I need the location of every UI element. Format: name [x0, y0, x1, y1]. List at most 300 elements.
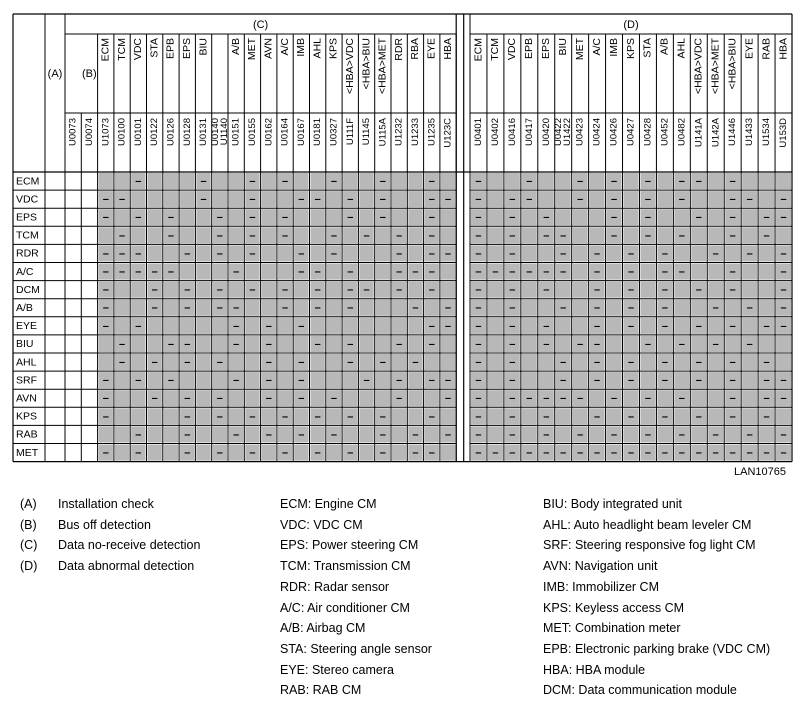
- d-cell-dash: –: [627, 284, 635, 297]
- d-cell-dash: –: [763, 356, 770, 369]
- c-cell-shaded: [148, 227, 162, 243]
- d-cell-dash: –: [543, 428, 550, 441]
- c-cell-shaded: [425, 300, 439, 316]
- d-cell-dash: –: [763, 320, 770, 333]
- c-cell-shaded: [213, 426, 227, 442]
- c-cell-shaded: [327, 209, 341, 225]
- c-cell-dash: –: [135, 374, 142, 387]
- c-cell-shaded: [262, 173, 276, 189]
- c-cell-dash: –: [216, 284, 223, 297]
- d-cell-dash: –: [475, 320, 482, 333]
- d-cell-dash: –: [543, 211, 550, 224]
- d-dtc-code: U0420: [540, 118, 552, 146]
- d-cell-shaded: [488, 408, 503, 424]
- c-cell-shaded: [343, 372, 357, 388]
- c-cell-shaded: [229, 209, 243, 225]
- c-cell-shaded: [327, 445, 341, 461]
- c-cell-dash: –: [118, 229, 126, 242]
- c-cell-shaded: [359, 300, 373, 316]
- c-cell-shaded: [131, 191, 145, 207]
- c-cell-shaded: [278, 318, 292, 334]
- d-cell-shaded: [505, 173, 520, 189]
- c-cell-dash: –: [135, 265, 142, 278]
- c-cell-dash: –: [412, 356, 419, 369]
- d-cell-shaded: [488, 300, 503, 316]
- c-cell-shaded: [196, 354, 210, 370]
- d-cell-shaded: [708, 390, 723, 406]
- legend-columns: [20, 494, 200, 577]
- c-cell-shaded: [196, 390, 210, 406]
- d-cell-dash: –: [746, 193, 753, 206]
- d-cell-dash: –: [492, 265, 499, 278]
- d-cell-shaded: [691, 390, 706, 406]
- d-cell-shaded: [624, 426, 639, 442]
- c-cell-dash: –: [216, 356, 223, 369]
- c-cell-shaded: [327, 408, 341, 424]
- c-dtc-code: U0074: [83, 118, 95, 146]
- d-cell-dash: –: [475, 302, 482, 315]
- legend-item: [20, 535, 200, 556]
- c-cell-shaded: [425, 354, 439, 370]
- c-cell-dash: –: [347, 410, 354, 423]
- d-cell-shaded: [522, 336, 537, 352]
- c-cell-dash: –: [428, 284, 435, 297]
- d-cell-dash: –: [780, 374, 787, 387]
- c-cell-shaded: [164, 426, 178, 442]
- c-cell-shaded: [180, 173, 194, 189]
- c-cell-shaded: [359, 173, 373, 189]
- c-cell-dash: –: [249, 211, 256, 224]
- c-cell-dash: –: [184, 428, 191, 441]
- c-dtc-code: U1145: [361, 118, 373, 146]
- c-cell-dash: –: [281, 410, 289, 423]
- c-cell-shaded: [196, 245, 210, 261]
- c-cell-shaded: [245, 264, 259, 280]
- c-cell-shaded: [148, 245, 162, 261]
- d-cell-shaded: [573, 264, 588, 280]
- c-dtc-code: U111F: [344, 118, 356, 146]
- d-cell-shaded: [691, 227, 706, 243]
- c-module-label: RDR: [392, 38, 405, 61]
- d-cell-dash: –: [746, 338, 753, 351]
- d-cell-dash: –: [594, 446, 601, 459]
- d-cell-shaded: [674, 245, 689, 261]
- c-cell-dash: –: [184, 284, 191, 297]
- d-cell-shaded: [522, 245, 537, 261]
- c-cell-shaded: [294, 209, 308, 225]
- c-cell-shaded: [180, 264, 194, 280]
- c-cell-dash: –: [347, 284, 354, 297]
- c-cell-dash: –: [298, 193, 305, 206]
- d-module-label: KPS: [624, 38, 637, 60]
- c-cell-shaded: [376, 264, 390, 280]
- c-cell-dash: –: [102, 193, 109, 206]
- c-cell-shaded: [180, 227, 194, 243]
- c-cell-shaded: [425, 390, 439, 406]
- c-cell-shaded: [294, 336, 308, 352]
- c-cell-dash: –: [233, 428, 240, 441]
- c-cell-dash: –: [118, 338, 126, 351]
- d-cell-shaded: [556, 282, 571, 298]
- d-dtc-code: U1433: [744, 118, 756, 146]
- c-cell-dash: –: [151, 302, 158, 315]
- d-cell-dash: –: [577, 175, 584, 188]
- d-cell-dash: –: [475, 428, 482, 441]
- c-cell-shaded: [196, 408, 210, 424]
- d-cell-shaded: [556, 191, 571, 207]
- d-cell-dash: –: [780, 193, 787, 206]
- c-module-label: EPB: [164, 38, 177, 60]
- d-cell-shaded: [640, 300, 655, 316]
- c-cell-dash: –: [444, 392, 452, 405]
- d-cell-dash: –: [729, 320, 736, 333]
- d-cell-dash: –: [594, 284, 601, 297]
- c-cell-dash: –: [347, 338, 354, 351]
- c-cell-dash: –: [233, 374, 240, 387]
- d-cell-shaded: [742, 390, 757, 406]
- legend-item: [20, 494, 200, 515]
- c-cell-shaded: [311, 245, 325, 261]
- c-cell-dash: –: [167, 338, 175, 351]
- c-cell-shaded: [311, 318, 325, 334]
- c-cell-shaded: [196, 318, 210, 334]
- c-cell-dash: –: [298, 265, 305, 278]
- c-cell-dash: –: [428, 338, 435, 351]
- c-cell-shaded: [245, 336, 259, 352]
- c-cell-shaded: [327, 318, 341, 334]
- d-cell-shaded: [590, 227, 605, 243]
- legend-key: (B): [20, 517, 37, 532]
- d-cell-dash: –: [543, 410, 550, 423]
- row-label-vdc: VDC: [16, 193, 39, 206]
- d-cell-shaded: [725, 426, 740, 442]
- c-cell-shaded: [343, 318, 357, 334]
- c-cell-shaded: [196, 282, 210, 298]
- c-cell-shaded: [229, 390, 243, 406]
- c-cell-dash: –: [135, 247, 142, 260]
- d-cell-dash: –: [594, 356, 601, 369]
- d-cell-dash: –: [661, 410, 668, 423]
- d-cell-dash: –: [475, 338, 482, 351]
- c-cell-shaded: [99, 173, 113, 189]
- d-cell-dash: –: [763, 392, 770, 405]
- d-cell-dash: –: [560, 247, 567, 260]
- c-cell-shaded: [180, 318, 194, 334]
- d-cell-shaded: [674, 282, 689, 298]
- d-cell-dash: –: [661, 247, 668, 260]
- c-cell-shaded: [408, 173, 422, 189]
- c-cell-shaded: [180, 209, 194, 225]
- c-dtc-code: U0181: [312, 118, 324, 146]
- c-cell-shaded: [245, 390, 259, 406]
- c-cell-shaded: [359, 336, 373, 352]
- c-cell-shaded: [115, 209, 129, 225]
- d-cell-dash: –: [678, 338, 685, 351]
- d-cell-shaded: [691, 245, 706, 261]
- c-cell-dash: –: [249, 284, 256, 297]
- d-cell-dash: –: [610, 193, 618, 206]
- c-cell-dash: –: [184, 338, 191, 351]
- c-cell-dash: –: [216, 410, 223, 423]
- c-cell-dash: –: [347, 356, 354, 369]
- c-cell-dash: –: [428, 193, 435, 206]
- d-cell-shaded: [674, 209, 689, 225]
- c-cell-shaded: [408, 390, 422, 406]
- d-cell-shaded: [759, 300, 774, 316]
- c-cell-shaded: [278, 245, 292, 261]
- legend-abbreviation: AVN: Navigation unit: [543, 559, 658, 574]
- d-cell-dash: –: [594, 410, 601, 423]
- legend-item: [20, 515, 200, 536]
- c-cell-shaded: [115, 300, 129, 316]
- c-cell-shaded: [327, 300, 341, 316]
- d-cell-shaded: [573, 408, 588, 424]
- c-cell-dash: –: [314, 284, 321, 297]
- legend-abbreviation: DCM: Data communication module: [543, 683, 737, 698]
- d-cell-shaded: [640, 354, 655, 370]
- c-cell-shaded: [262, 408, 276, 424]
- d-cell-dash: –: [780, 211, 787, 224]
- c-cell-shaded: [343, 390, 357, 406]
- c-cell-dash: –: [249, 410, 256, 423]
- d-cell-shaded: [573, 354, 588, 370]
- d-cell-shaded: [488, 173, 503, 189]
- d-cell-dash: –: [729, 410, 736, 423]
- c-cell-dash: –: [428, 175, 435, 188]
- c-cell-shaded: [180, 191, 194, 207]
- c-cell-shaded: [164, 390, 178, 406]
- d-module-label: <HBA>BIU: [726, 38, 739, 90]
- c-cell-shaded: [196, 209, 210, 225]
- row-label-avn: AVN: [16, 392, 37, 405]
- c-cell-shaded: [164, 408, 178, 424]
- d-cell-dash: –: [678, 428, 685, 441]
- d-cell-dash: –: [560, 265, 567, 278]
- c-cell-shaded: [376, 372, 390, 388]
- c-dtc-code: U0167: [295, 118, 307, 146]
- c-cell-dash: –: [102, 320, 109, 333]
- d-cell-dash: –: [661, 302, 668, 315]
- d-cell-shaded: [539, 354, 554, 370]
- c-cell-shaded: [213, 264, 227, 280]
- c-cell-dash: –: [233, 320, 240, 333]
- d-cell-dash: –: [543, 229, 550, 242]
- c-cell-dash: –: [249, 446, 256, 459]
- c-cell-shaded: [115, 426, 129, 442]
- c-cell-dash: –: [265, 428, 272, 441]
- c-cell-dash: –: [135, 211, 142, 224]
- d-cell-dash: –: [661, 265, 668, 278]
- d-cell-shaded: [556, 173, 571, 189]
- d-cell-dash: –: [509, 392, 516, 405]
- d-cell-dash: –: [543, 320, 550, 333]
- c-cell-dash: –: [298, 392, 305, 405]
- c-cell-shaded: [148, 336, 162, 352]
- d-module-label: STA: [641, 38, 654, 58]
- c-cell-shaded: [327, 336, 341, 352]
- d-cell-shaded: [725, 300, 740, 316]
- d-module-label: <HBA>MET: [709, 38, 722, 95]
- d-cell-dash: –: [729, 392, 736, 405]
- d-cell-dash: –: [678, 446, 685, 459]
- c-cell-dash: –: [347, 265, 354, 278]
- d-cell-shaded: [590, 191, 605, 207]
- c-cell-dash: –: [184, 392, 191, 405]
- legend-abbreviations-1: [280, 494, 432, 701]
- c-cell-dash: –: [151, 265, 158, 278]
- d-cell-shaded: [607, 336, 622, 352]
- c-cell-shaded: [278, 191, 292, 207]
- c-cell-shaded: [359, 426, 373, 442]
- c-cell-shaded: [359, 445, 373, 461]
- c-module-label: TCM: [115, 38, 128, 61]
- c-module-label: RBA: [409, 38, 422, 60]
- c-cell-shaded: [425, 426, 439, 442]
- c-module-label: EPS: [181, 38, 194, 60]
- c-module-label: BIU: [197, 38, 210, 56]
- c-cell-shaded: [229, 445, 243, 461]
- c-module-label: AHL: [311, 38, 324, 59]
- c-cell-shaded: [359, 245, 373, 261]
- row-label-kps: KPS: [16, 410, 38, 423]
- d-dtc-code: U0427: [625, 118, 637, 146]
- c-cell-dash: –: [396, 229, 403, 242]
- c-cell-dash: –: [347, 211, 354, 224]
- c-cell-dash: –: [265, 356, 272, 369]
- d-cell-shaded: [573, 227, 588, 243]
- d-cell-dash: –: [746, 428, 753, 441]
- c-cell-dash: –: [363, 229, 370, 242]
- d-cell-shaded: [640, 372, 655, 388]
- d-cell-dash: –: [780, 302, 787, 315]
- c-cell-dash: –: [298, 428, 305, 441]
- c-cell-shaded: [262, 191, 276, 207]
- c-cell-dash: –: [444, 428, 452, 441]
- d-cell-dash: –: [475, 175, 482, 188]
- d-cell-shaded: [674, 372, 689, 388]
- c-cell-shaded: [180, 372, 194, 388]
- c-cell-shaded: [408, 372, 422, 388]
- d-cell-shaded: [742, 209, 757, 225]
- c-cell-shaded: [148, 173, 162, 189]
- c-cell-dash: –: [314, 193, 321, 206]
- c-cell-shaded: [441, 336, 455, 352]
- d-dtc-code: U0482: [676, 118, 688, 146]
- c-cell-dash: –: [102, 410, 109, 423]
- c-cell-shaded: [294, 445, 308, 461]
- d-cell-dash: –: [780, 284, 787, 297]
- d-cell-shaded: [640, 318, 655, 334]
- d-dtc-code: U0422: [553, 118, 565, 146]
- c-cell-shaded: [311, 354, 325, 370]
- c-cell-dash: –: [428, 320, 435, 333]
- c-cell-dash: –: [412, 446, 419, 459]
- d-cell-dash: –: [729, 265, 736, 278]
- d-cell-dash: –: [695, 446, 702, 459]
- c-cell-dash: –: [444, 320, 452, 333]
- d-cell-dash: –: [509, 356, 516, 369]
- c-cell-shaded: [99, 354, 113, 370]
- c-cell-dash: –: [167, 229, 175, 242]
- d-cell-dash: –: [661, 284, 668, 297]
- d-cell-dash: –: [577, 338, 584, 351]
- c-cell-dash: –: [151, 356, 158, 369]
- c-cell-dash: –: [379, 356, 386, 369]
- d-cell-shaded: [573, 282, 588, 298]
- c-cell-dash: –: [330, 247, 338, 260]
- d-cell-shaded: [640, 245, 655, 261]
- c-dtc-code: U123C: [442, 118, 454, 148]
- d-cell-shaded: [708, 282, 723, 298]
- c-cell-dash: –: [184, 410, 191, 423]
- d-cell-shaded: [522, 300, 537, 316]
- c-cell-shaded: [196, 336, 210, 352]
- c-cell-dash: –: [102, 392, 109, 405]
- row-label-eye: EYE: [16, 320, 38, 333]
- c-cell-dash: –: [281, 175, 289, 188]
- c-dtc-code: U0101: [132, 118, 144, 146]
- c-cell-shaded: [441, 227, 455, 243]
- c-cell-shaded: [115, 372, 129, 388]
- c-dtc-code: U0131: [198, 118, 210, 146]
- d-cell-shaded: [742, 354, 757, 370]
- d-dtc-code: U1534: [761, 118, 773, 146]
- c-cell-shaded: [148, 445, 162, 461]
- c-cell-dash: –: [444, 374, 452, 387]
- d-cell-shaded: [776, 336, 791, 352]
- d-cell-dash: –: [509, 247, 516, 260]
- c-cell-dash: –: [265, 320, 272, 333]
- d-cell-shaded: [607, 300, 622, 316]
- d-dtc-code: U0452: [659, 118, 671, 146]
- c-cell-shaded: [343, 245, 357, 261]
- c-cell-shaded: [327, 264, 341, 280]
- legend-key: (C): [20, 538, 38, 553]
- d-cell-dash: –: [475, 193, 482, 206]
- legend-abbreviation: AHL: Auto headlight beam leveler CM: [543, 517, 752, 532]
- c-cell-shaded: [164, 354, 178, 370]
- d-cell-dash: –: [509, 446, 516, 459]
- c-cell-shaded: [148, 408, 162, 424]
- c-cell-dash: –: [396, 392, 403, 405]
- d-cell-dash: –: [763, 211, 770, 224]
- d-cell-shaded: [488, 209, 503, 225]
- c-cell-dash: –: [298, 356, 305, 369]
- c-cell-shaded: [245, 372, 259, 388]
- d-cell-shaded: [708, 372, 723, 388]
- d-cell-shaded: [488, 227, 503, 243]
- d-cell-dash: –: [644, 193, 652, 206]
- c-cell-dash: –: [118, 265, 126, 278]
- d-cell-dash: –: [729, 175, 736, 188]
- d-cell-dash: –: [678, 175, 685, 188]
- c-cell-dash: –: [363, 374, 370, 387]
- c-cell-shaded: [131, 300, 145, 316]
- d-cell-dash: –: [475, 446, 482, 459]
- c-cell-shaded: [115, 390, 129, 406]
- c-cell-shaded: [213, 372, 227, 388]
- d-cell-dash: –: [678, 193, 685, 206]
- c-cell-shaded: [229, 408, 243, 424]
- d-module-label: ECM: [472, 38, 485, 62]
- d-cell-shaded: [708, 173, 723, 189]
- c-cell-shaded: [327, 354, 341, 370]
- c-cell-dash: –: [379, 410, 386, 423]
- c-cell-shaded: [99, 426, 113, 442]
- d-cell-shaded: [488, 336, 503, 352]
- row-label-ecm: ECM: [16, 175, 40, 188]
- c-cell-dash: –: [412, 302, 419, 315]
